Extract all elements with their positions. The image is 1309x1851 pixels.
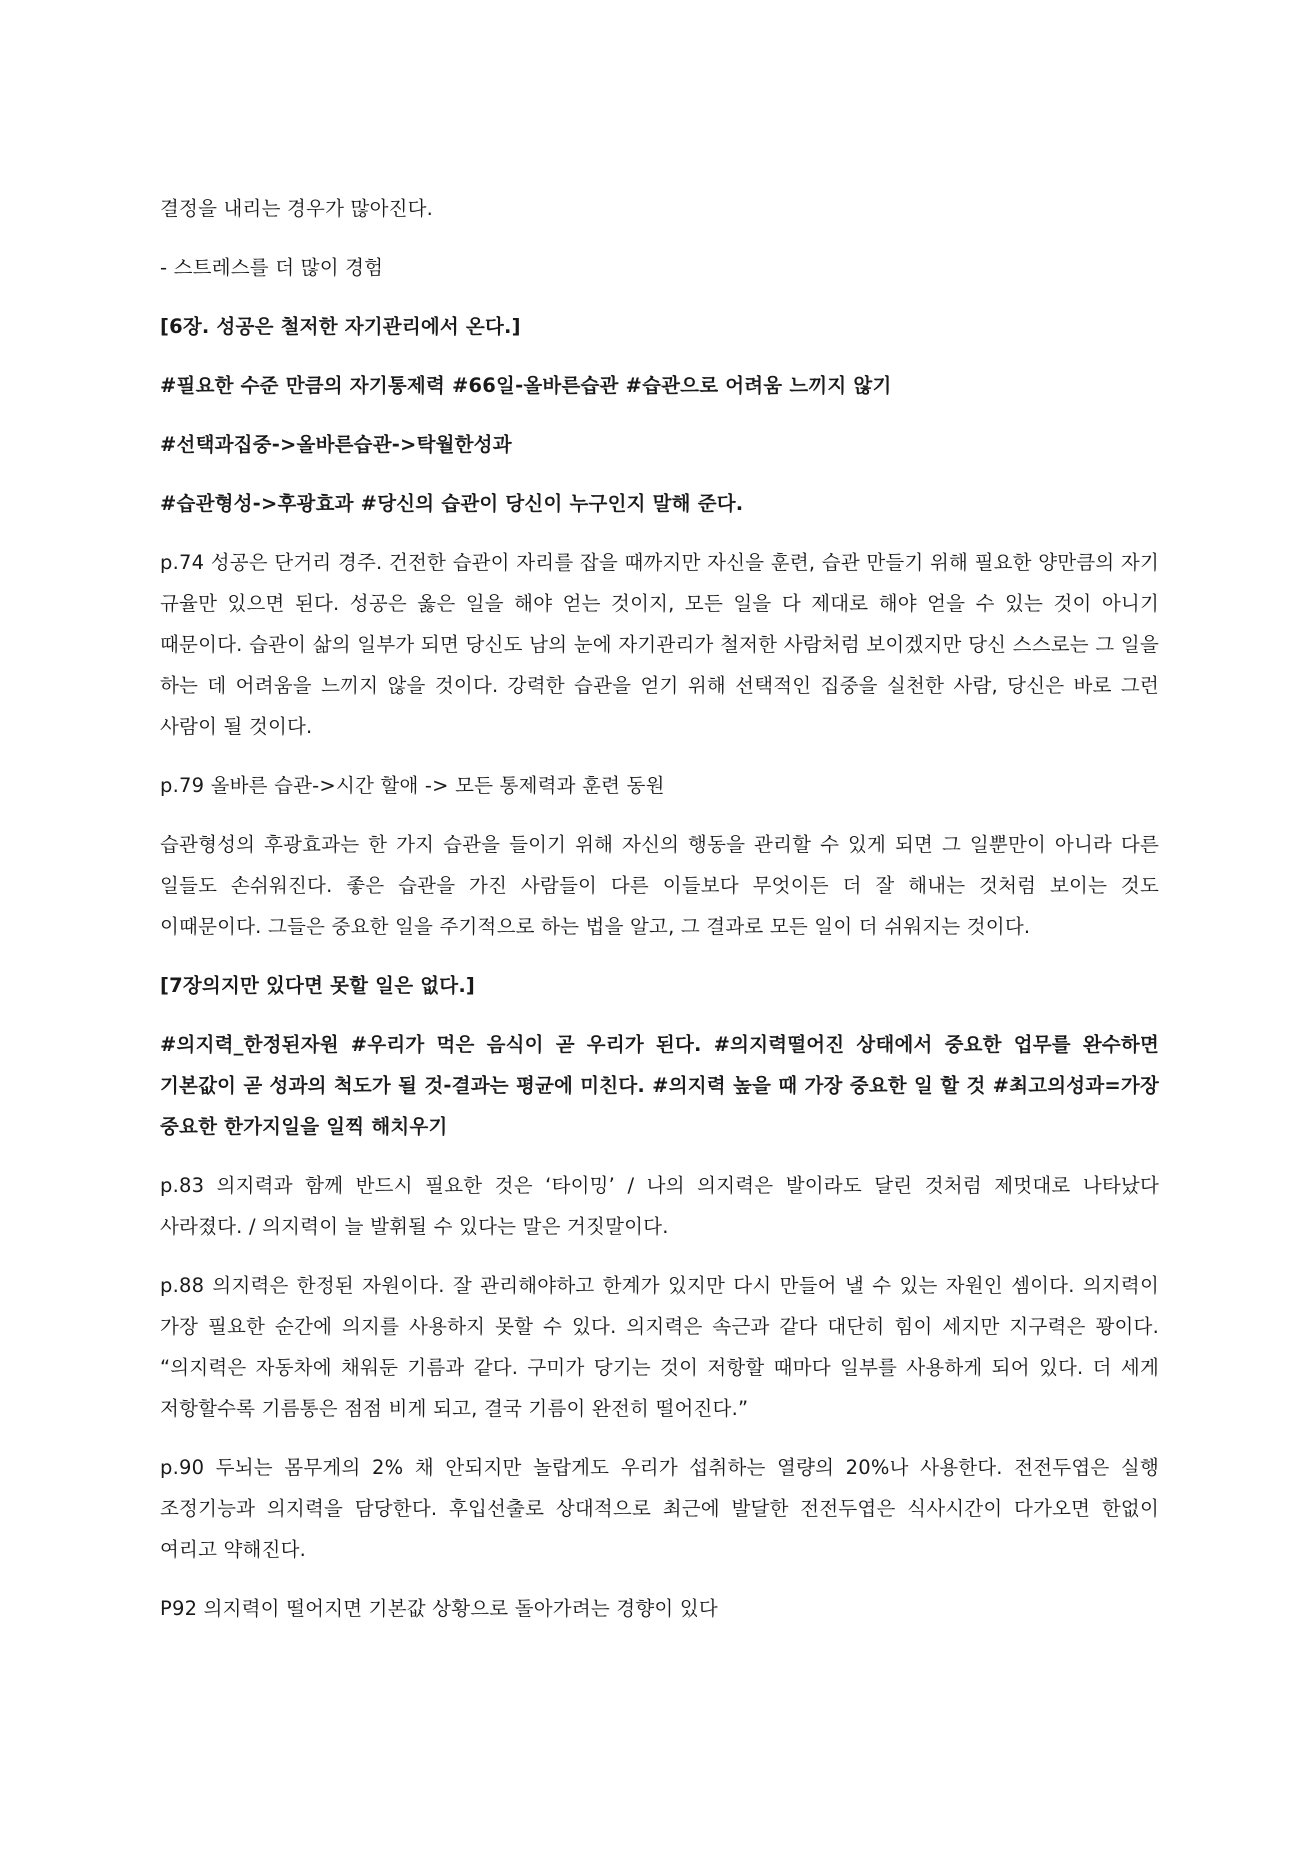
chapter-7-heading: [7장의지만 있다면 못할 일은 없다.] — [160, 974, 476, 997]
paragraph-stress: - 스트레스를 더 많이 경험 — [160, 256, 384, 279]
note-p92: P92 의지력이 떨어지면 기본값 상황으로 돌아가려는 경향이 있다 — [160, 1597, 718, 1620]
chapter-6-tags-2: #선택과집중->올바른습관->탁월한성과 — [160, 433, 512, 456]
note-p90: p.90 두뇌는 몸무게의 2% 채 안되지만 놀랍게도 우리가 섭취하는 열량의 20%나 사용한다. 전전두엽은 실행 조정기능과 의지력을 담당한다. 후입선출로 상대적으로 최근에 발달한 전전두엽은 식사시간이 다가오면 한없이 여리고 약해진다. — [160, 1456, 1159, 1561]
note-p79: p.79 올바른 습관->시간 할애 -> 모든 통제력과 훈련 동원 — [160, 774, 665, 797]
paragraph-decision: 결정을 내리는 경우가 많아진다. — [160, 197, 434, 220]
document-page — [160, 188, 1159, 1647]
note-p83: p.83 의지력과 함께 반드시 필요한 것은 ‘타이밍’ / 나의 의지력은 발이라도 달린 것처럼 제멋대로 나타났다 사라졌다. / 의지력이 늘 발휘될 수 있다는 말은 거짓말이다. — [160, 1174, 1159, 1238]
chapter-6-heading: [6장. 성공은 철저한 자기관리에서 온다.] — [160, 315, 521, 338]
chapter-7-tags: #의지력_한정된자원 #우리가 먹은 음식이 곧 우리가 된다. #의지력떨어진 상태에서 중요한 업무를 완수하면 기본값이 곧 성과의 척도가 될 것-결과는 평균에 미친다. #의지력 높을 때 가장 중요한 일 할 것 #최고의성과=가장 중요한 한가지일을 일찍 해치우기 — [160, 1033, 1159, 1138]
note-halo-effect: 습관형성의 후광효과는 한 가지 습관을 들이기 위해 자신의 행동을 관리할 수 있게 되면 그 일뿐만이 아니라 다른 일들도 손쉬워진다. 좋은 습관을 가진 사람들이 다른 이들보다 무엇이든 더 잘 해내는 것처럼 보이는 것도 이때문이다. 그들은 중요한 일을 주기적으로 하는 법을 알고, 그 결과로 모든 일이 더 쉬워지는 것이다. — [160, 833, 1159, 938]
chapter-6-tags-1: #필요한 수준 만큼의 자기통제력 #66일-올바른습관 #습관으로 어려움 느끼지 않기 — [160, 374, 892, 397]
chapter-6-tags-3: #습관형성->후광효과 #당신의 습관이 당신이 누구인지 말해 준다. — [160, 492, 744, 515]
note-p74: p.74 성공은 단거리 경주. 건전한 습관이 자리를 잡을 때까지만 자신을 훈련, 습관 만들기 위해 필요한 양만큼의 자기 규율만 있으면 된다. 성공은 옳은 일을 해야 얻는 것이지, 모든 일을 다 제대로 해야 얻을 수 있는 것이 아니기 때문이다. 습관이 삶의 일부가 되면 당신도 남의 눈에 자기관리가 철저한 사람처럼 보이겠지만 당신 스스로는 그 일을 하는 데 어려움을 느끼지 않을 것이다. 강력한 습관을 얻기 위해 선택적인 집중을 실천한 사람, 당신은 바로 그런 사람이 될 것이다. — [160, 551, 1159, 738]
note-p88: p.88 의지력은 한정된 자원이다. 잘 관리해야하고 한계가 있지만 다시 만들어 낼 수 있는 자원인 셈이다. 의지력이 가장 필요한 순간에 의지를 사용하지 못할 수 있다. 의지력은 속근과 같다 대단히 힘이 세지만 지구력은 꽝이다. “의지력은 자동차에 채워둔 기름과 같다. 구미가 당기는 것이 저항할 때마다 일부를 사용하게 되어 있다. 더 세게 저항할수록 기름통은 점점 비게 되고, 결국 기름이 완전히 떨어진다.” — [160, 1274, 1159, 1420]
